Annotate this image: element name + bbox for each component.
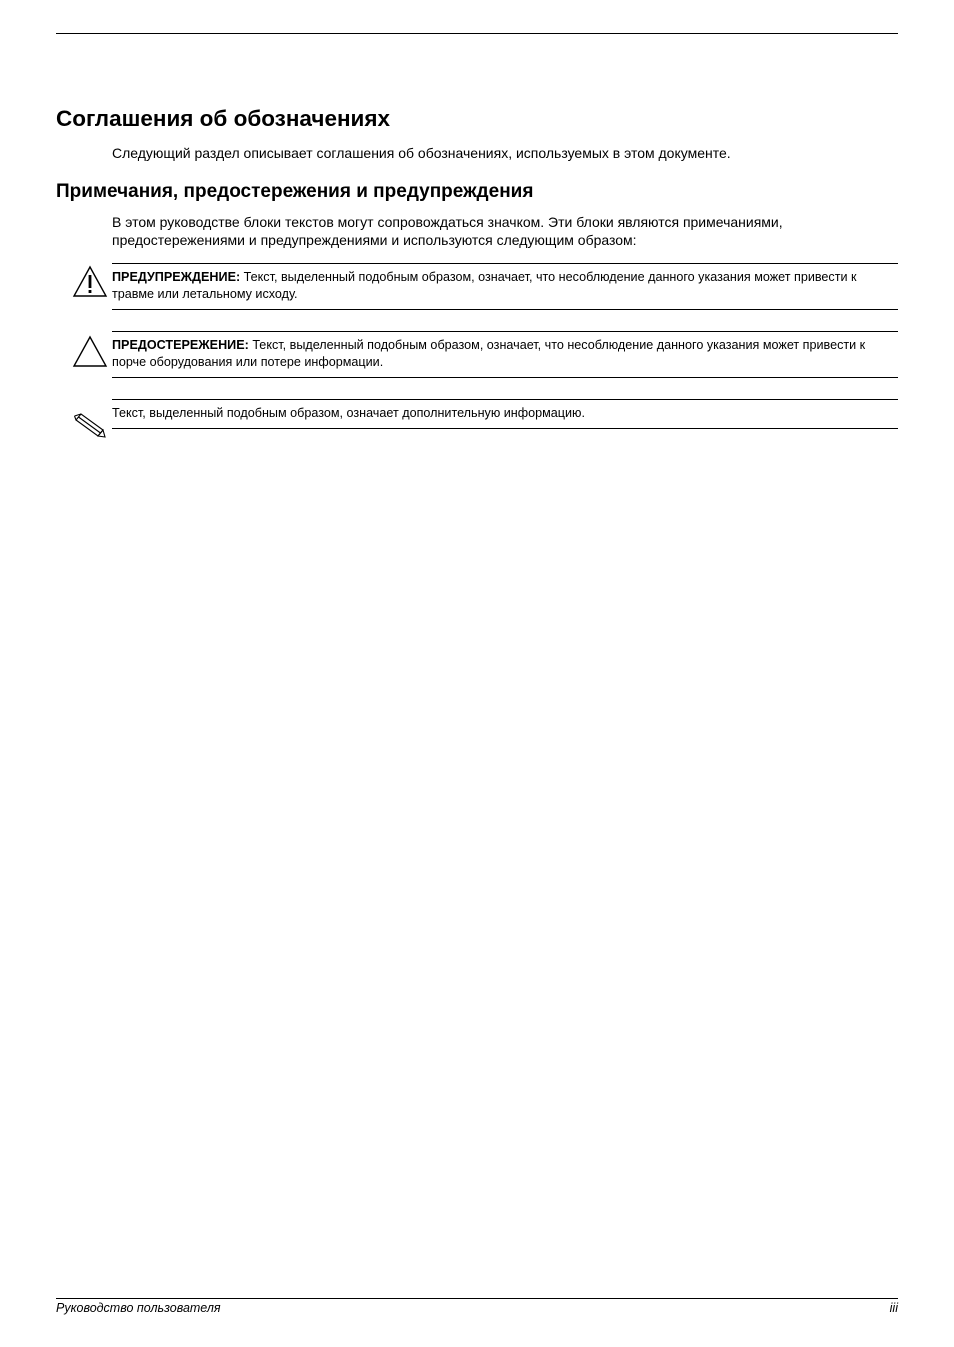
warning-notice-text — [112, 264, 898, 303]
caution-triangle-icon — [72, 335, 108, 369]
footer-rule — [56, 1298, 898, 1299]
warning-notice — [112, 263, 898, 310]
section-paragraph: В этом руководстве блоки текстов могут сопровождаться значком. Эти блоки являются примечаниями, предостережениями и предупреждениями и используются следующим образом: — [112, 214, 783, 248]
page-number: iii — [889, 1301, 898, 1315]
note-text: Текст, выделенный подобным образом, означает дополнительную информацию. — [112, 406, 585, 420]
section-heading: Примечания, предостережения и предупреждения — [56, 181, 534, 202]
pencil-note-icon — [73, 409, 107, 439]
intro-text: Следующий раздел описывает соглашения об обозначениях, используемых в этом документе. — [112, 145, 731, 161]
caution-label: ПРЕДОСТЕРЕЖЕНИЕ: — [112, 338, 249, 352]
footer-title: Руководство пользователя — [56, 1301, 221, 1315]
caution-text: Текст, выделенный подобным образом, означает, что несоблюдение данного указания может привести к порче оборудования или потере информации. — [112, 338, 866, 369]
caution-notice — [112, 331, 898, 378]
warning-exclamation-triangle-icon — [72, 265, 108, 299]
warning-label: ПРЕДУПРЕЖДЕНИЕ: — [112, 270, 241, 284]
note-notice — [112, 399, 898, 429]
warning-text: Текст, выделенный подобным образом, означает, что несоблюдение данного указания может привести к травме или летальному исходу. — [112, 270, 857, 301]
caution-notice-text — [112, 332, 898, 371]
header-rule — [56, 33, 898, 34]
page-title: Соглашения об обозначениях — [56, 106, 391, 131]
